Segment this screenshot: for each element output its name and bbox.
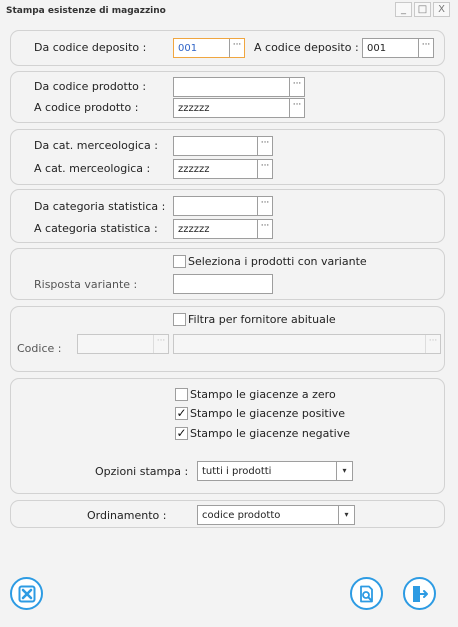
codice-fornitore-field[interactable] bbox=[77, 334, 169, 354]
risposta-variante-field[interactable] bbox=[173, 274, 273, 294]
window-titlebar bbox=[0, 0, 458, 22]
print-preview-icon bbox=[358, 585, 376, 603]
giacenze-positive-row[interactable] bbox=[175, 407, 345, 420]
to-deposito-field[interactable] bbox=[362, 38, 434, 58]
chevron-down-icon[interactable]: ▾ bbox=[336, 462, 352, 480]
to-cat-statistica-label: A categoria statistica : bbox=[34, 222, 158, 235]
lookup-dots-icon[interactable]: ··· bbox=[153, 335, 168, 353]
to-cat-statistica-value: zzzzzz bbox=[178, 224, 210, 235]
from-cat-merceologica-label: Da cat. merceologica : bbox=[34, 139, 158, 152]
opzioni-stampa-value: tutti i prodotti bbox=[202, 466, 272, 477]
variante-checkbox[interactable] bbox=[173, 255, 186, 268]
print-preview-button[interactable] bbox=[350, 577, 383, 610]
group-fornitore bbox=[10, 306, 445, 372]
lookup-dots-icon[interactable]: ··· bbox=[257, 197, 272, 215]
maximize-button[interactable]: □ bbox=[414, 2, 431, 17]
from-prodotto-field[interactable] bbox=[173, 77, 305, 97]
fornitore-checkbox[interactable] bbox=[173, 313, 186, 326]
lookup-dots-icon[interactable]: ··· bbox=[289, 78, 304, 96]
from-deposito-value: 001 bbox=[178, 43, 198, 54]
close-button[interactable]: X bbox=[433, 2, 450, 17]
group-ordinamento bbox=[10, 500, 445, 528]
giacenze-positive-label: Stampo le giacenze positive bbox=[190, 407, 346, 420]
to-cat-statistica-field[interactable] bbox=[173, 219, 273, 239]
fornitore-checkbox-label: Filtra per fornitore abituale bbox=[188, 313, 336, 326]
fornitore-checkbox-row[interactable] bbox=[173, 313, 336, 326]
from-cat-merceologica-field[interactable] bbox=[173, 136, 273, 156]
from-cat-statistica-label: Da categoria statistica : bbox=[34, 200, 166, 213]
lookup-dots-icon[interactable]: ··· bbox=[257, 160, 272, 178]
giacenze-negative-row[interactable] bbox=[175, 427, 350, 440]
giacenze-zero-row[interactable] bbox=[175, 388, 336, 401]
group-cat-merceologica bbox=[10, 129, 445, 185]
from-cat-statistica-field[interactable] bbox=[173, 196, 273, 216]
group-cat-statistica bbox=[10, 189, 445, 243]
lookup-dots-icon[interactable]: ··· bbox=[425, 335, 440, 353]
chevron-down-icon[interactable]: ▾ bbox=[338, 506, 354, 524]
minimize-button[interactable]: _ bbox=[395, 2, 412, 17]
from-deposito-field[interactable] bbox=[173, 38, 245, 58]
exit-door-icon bbox=[411, 585, 429, 603]
giacenze-positive-checkbox[interactable]: ✓ bbox=[176, 406, 187, 420]
group-deposito bbox=[10, 30, 445, 66]
variante-checkbox-label: Seleziona i prodotti con variante bbox=[188, 255, 367, 268]
to-deposito-value: 001 bbox=[367, 43, 387, 54]
to-cat-merceologica-field[interactable] bbox=[173, 159, 273, 179]
to-prodotto-value: zzzzzz bbox=[178, 103, 210, 114]
group-variante bbox=[10, 248, 445, 300]
ordinamento-value: codice prodotto bbox=[202, 510, 281, 521]
ordinamento-select[interactable] bbox=[197, 505, 355, 525]
lookup-dots-icon[interactable]: ··· bbox=[257, 137, 272, 155]
lookup-dots-icon[interactable]: ··· bbox=[289, 99, 304, 117]
from-deposito-label: Da codice deposito : bbox=[34, 41, 147, 54]
codice-fornitore-label: Codice : bbox=[17, 342, 62, 355]
lookup-dots-icon[interactable]: ··· bbox=[257, 220, 272, 238]
ordinamento-label: Ordinamento : bbox=[87, 509, 167, 522]
lookup-dots-icon[interactable]: ··· bbox=[229, 39, 244, 57]
to-prodotto-label: A codice prodotto : bbox=[34, 101, 139, 114]
window-title: Stampa esistenze di magazzino bbox=[6, 6, 166, 16]
descrizione-fornitore-field[interactable] bbox=[173, 334, 441, 354]
group-prodotto bbox=[10, 71, 445, 123]
to-cat-merceologica-value: zzzzzz bbox=[178, 164, 210, 175]
giacenze-negative-checkbox[interactable]: ✓ bbox=[176, 426, 187, 440]
opzioni-stampa-label: Opzioni stampa : bbox=[95, 465, 189, 478]
variante-checkbox-row[interactable] bbox=[173, 255, 367, 268]
giacenze-zero-label: Stampo le giacenze a zero bbox=[190, 388, 336, 401]
risposta-variante-label: Risposta variante : bbox=[34, 278, 138, 291]
exit-button[interactable] bbox=[403, 577, 436, 610]
exit-excel-button[interactable] bbox=[10, 577, 43, 610]
lookup-dots-icon[interactable]: ··· bbox=[418, 39, 433, 57]
to-deposito-label: A codice deposito : bbox=[254, 41, 359, 54]
to-prodotto-field[interactable] bbox=[173, 98, 305, 118]
giacenze-zero-checkbox[interactable] bbox=[175, 388, 188, 401]
to-cat-merceologica-label: A cat. merceologica : bbox=[34, 162, 151, 175]
from-prodotto-label: Da codice prodotto : bbox=[34, 80, 147, 93]
group-opzioni-stampa bbox=[10, 378, 445, 494]
excel-icon bbox=[18, 585, 36, 603]
opzioni-stampa-select[interactable] bbox=[197, 461, 353, 481]
window-controls bbox=[395, 2, 450, 17]
giacenze-negative-label: Stampo le giacenze negative bbox=[190, 427, 350, 440]
